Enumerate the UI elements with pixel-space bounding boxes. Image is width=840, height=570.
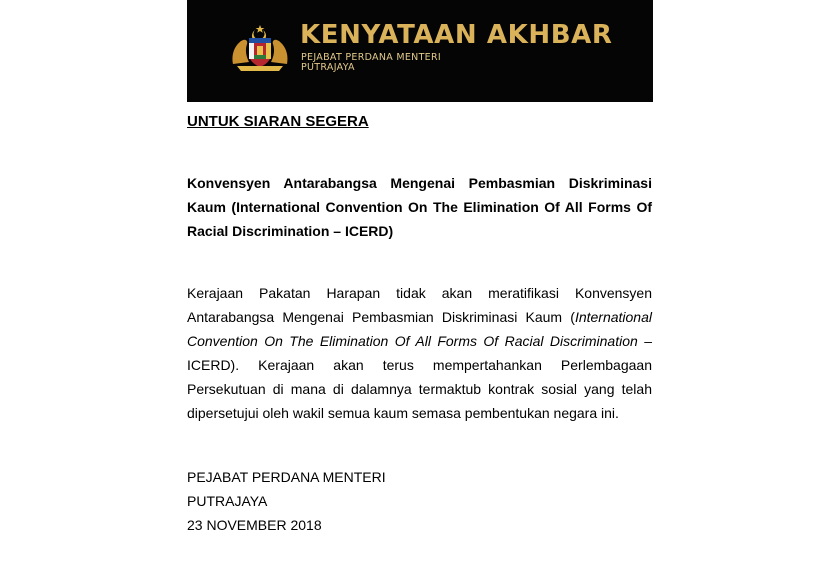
release-signature xyxy=(187,465,652,537)
signature-office: PEJABAT PERDANA MENTERI xyxy=(187,469,386,485)
banner-subtitle xyxy=(301,53,441,73)
malaysia-coat-of-arms-icon xyxy=(229,24,291,72)
press-release-banner xyxy=(187,0,653,102)
body-text-part1: Kerajaan Pakatan Harapan tidak akan meratifikasi Konvensyen Antarabangsa Mengenai Pembasmian Diskriminasi Kaum ( xyxy=(187,285,652,325)
body-text-italic: International Convention On The Elimination Of All Forms Of Racial Discrimination xyxy=(187,309,652,349)
banner-subtitle-office: PEJABAT PERDANA MENTERI xyxy=(301,52,441,63)
release-title-english: (International Convention On The Elimination Of All Forms Of Racial Discrimination – ICERD) xyxy=(187,199,653,239)
banner-title: KENYATAAN AKHBAR xyxy=(300,20,613,50)
release-title-malay: Konvensyen Antarabangsa Mengenai Pembasmian Diskriminasi Kaum xyxy=(187,175,652,215)
release-title xyxy=(187,171,652,243)
release-heading: UNTUK SIARAN SEGERA xyxy=(187,113,369,130)
release-body xyxy=(187,281,652,425)
banner-subtitle-place: PUTRAJAYA xyxy=(301,62,355,73)
body-text-part2: – ICERD). Kerajaan akan terus mempertahankan Perlembagaan Persekutuan di mana di dalamnya termaktub kontrak sosial yang telah dipersetujui oleh wakil semua kaum semasa pembentukan negara ini. xyxy=(187,333,652,421)
signature-date: 23 NOVEMBER 2018 xyxy=(187,517,322,533)
signature-place: PUTRAJAYA xyxy=(187,493,268,509)
